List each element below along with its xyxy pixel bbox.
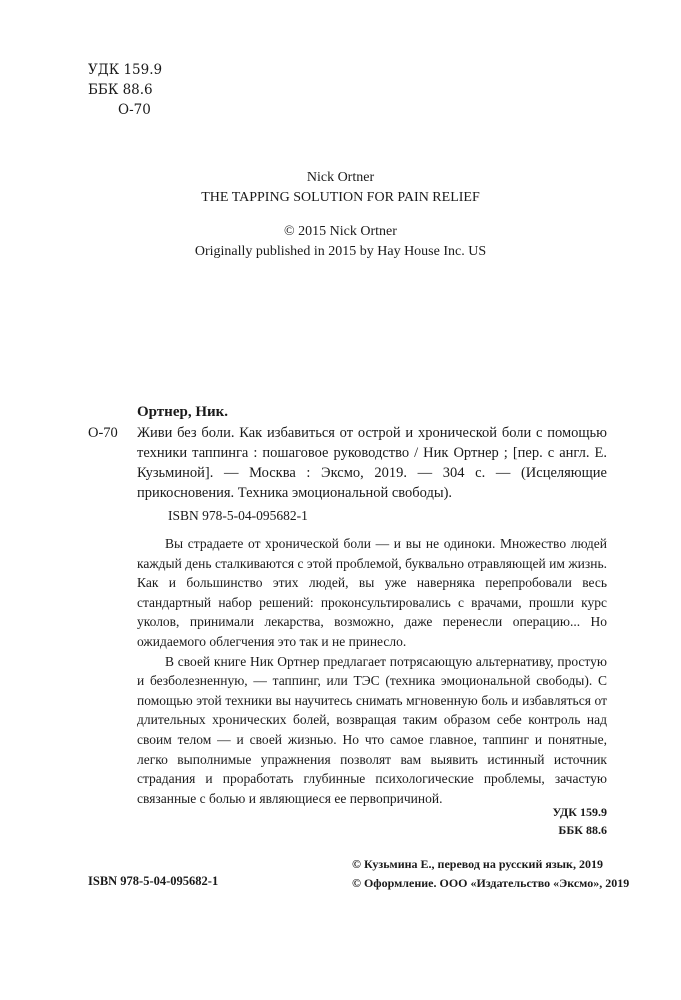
original-copyright: © 2015 Nick Ortner [284, 224, 397, 239]
bib-mark: О-70 [88, 425, 118, 441]
bib-description: Живи без боли. Как избавиться от острой и хронической боли с помощью техники таппинга : пошаговое руководство / Ник Ортнер ; [пер. с англ. Е. Кузьминой]. — Москва : Эксмо, 2019. — 304 с. — (Исцеляющие прикосновения. Техника эмоциональной свободы). [137, 425, 607, 501]
bib-author: Ортнер, Ник. [137, 404, 229, 420]
bbk-code-bottom: ББК 88.6 [558, 823, 607, 837]
design-copyright: © Оформление. ООО «Издательство «Эксмо», 2019 [352, 876, 630, 890]
bib-isbn: ISBN 978-5-04-095682-1 [168, 508, 308, 523]
udk-code: УДК 159.9 [88, 62, 163, 78]
original-title: THE TAPPING SOLUTION FOR PAIN RELIEF [201, 190, 480, 205]
annotation-paragraph-1: Вы страдаете от хронической боли — и вы не одиноки. Множество людей каждый день сталкиваются с этой проблемой, буквально отравляющей им жизнь. Как и большинство этих людей, вы уже наверняка перепробовали весь стандартный набор решений: проконсультировались с врачами, прошли курс уколов, принимали лекарства, возможно, даже перенесли операцию... Но ожидаемого облегчения это так и не принесло. [137, 536, 607, 649]
original-publication: Originally published in 2015 by Hay House Inc. US [194, 244, 487, 259]
translation-copyright: © Кузьмина Е., перевод на русский язык, 2019 [352, 857, 603, 871]
annotation [137, 534, 607, 808]
bbk-code: ББК 88.6 [88, 82, 153, 98]
footer-isbn: ISBN 978-5-04-095682-1 [88, 874, 219, 888]
annotation-paragraph-2: В своей книге Ник Ортнер предлагает потрясающую альтернативу, простую и безболезненную, — таппинг, или ТЭС (техника эмоциональной свободы). С помощью этой техники вы научитесь снимать мгновенную боль и избавляться от длительных хронических болей, возвращая таким образом себе контроль над своим телом — и своей жизнью. Но что самое главное, таппинг и понятные, легко выполнимые упражнения позволят вам выявить истинный источник страдания и проработать глубинные психологические проблемы, зачастую связанные с болью и являющиеся ее первопричиной. [137, 653, 607, 806]
original-author: Nick Ortner [306, 170, 375, 185]
author-mark: О-70 [118, 102, 151, 118]
udk-code-bottom: УДК 159.9 [552, 805, 607, 819]
